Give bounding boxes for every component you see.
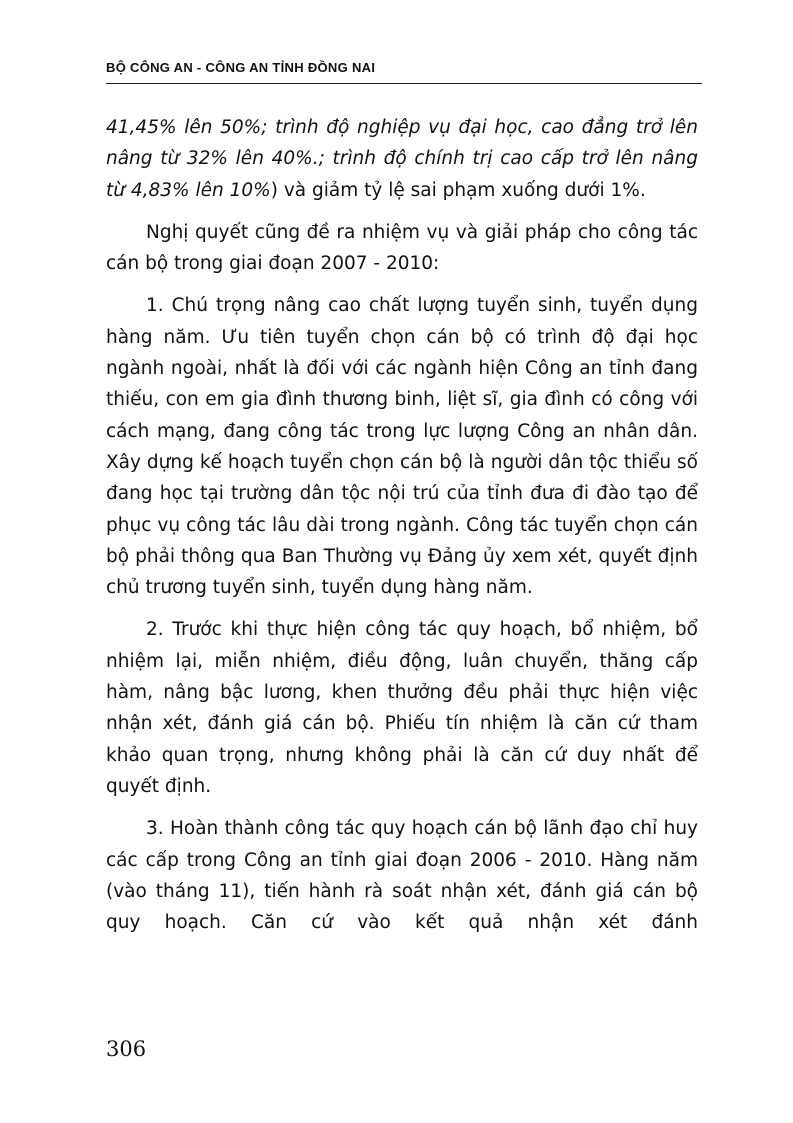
paragraph-item-1: 1. Chú trọng nâng cao chất lượng tuyển sinh, tuyển dụng hàng năm. Ưu tiên tuyển chọn cán bộ có trình độ đại học ngành ngoài, nhất là đối với các ngành hiện Công an tỉnh đang thiếu, con em gia đình thương binh, liệt sĩ, gia đình có công với cách mạng, đang công tác trong lực lượng Công an nhân dân. Xây dựng kế hoạch tuyển chọn cán bộ là người dân tộc thiểu số đang học tại trường dân tộc nội trú của tỉnh đưa đi đào tạo để phục vụ công tác lâu dài trong ngành. Công tác tuyển chọn cán bộ phải thông qua Ban Thường vụ Đảng ủy xem xét, quyết định chủ trương tuyển sinh, tuyển dụng hàng năm. xyxy=(106,295,698,599)
paragraph-continuation-rest: ) và giảm tỷ lệ sai phạm xuống dưới 1%. xyxy=(270,179,646,201)
paragraph-intro: Nghị quyết cũng đề ra nhiệm vụ và giải pháp cho công tác cán bộ trong giai đoạn 2007 - 2010: xyxy=(106,221,698,275)
italic-statistics: 41,45% lên 50%; trình độ nghiệp vụ đại học, cao đẳng trở lên nâng từ 32% lên 40%.; trình độ chính trị cao cấp trở lên nâng từ 4,83% lên 10% xyxy=(106,117,698,201)
body-text xyxy=(106,112,698,981)
header-rule xyxy=(106,83,702,84)
page-number: 306 xyxy=(106,1037,147,1061)
paragraph-item-3: 3. Hoàn thành công tác quy hoạch cán bộ lãnh đạo chỉ huy các cấp trong Công an tỉnh giai đoạn 2006 - 2010. Hàng năm (vào tháng 11), tiến hành rà soát nhận xét, đánh giá cán bộ quy hoạch. Căn cứ vào kết quả nhận xét đánh xyxy=(106,818,698,934)
paragraph-item-2: 2. Trước khi thực hiện công tác quy hoạch, bổ nhiệm, bổ nhiệm lại, miễn nhiệm, điều động, luân chuyển, thăng cấp hàm, nâng bậc lương, khen thưởng đều phải thực hiện việc nhận xét, đánh giá cán bộ. Phiếu tín nhiệm là căn cứ tham khảo quan trọng, nhưng không phải là căn cứ duy nhất để quyết định. xyxy=(106,619,698,797)
paragraph-continuation xyxy=(106,112,698,206)
running-header: BỘ CÔNG AN - CÔNG AN TỈNH ĐỒNG NAI xyxy=(106,60,376,75)
